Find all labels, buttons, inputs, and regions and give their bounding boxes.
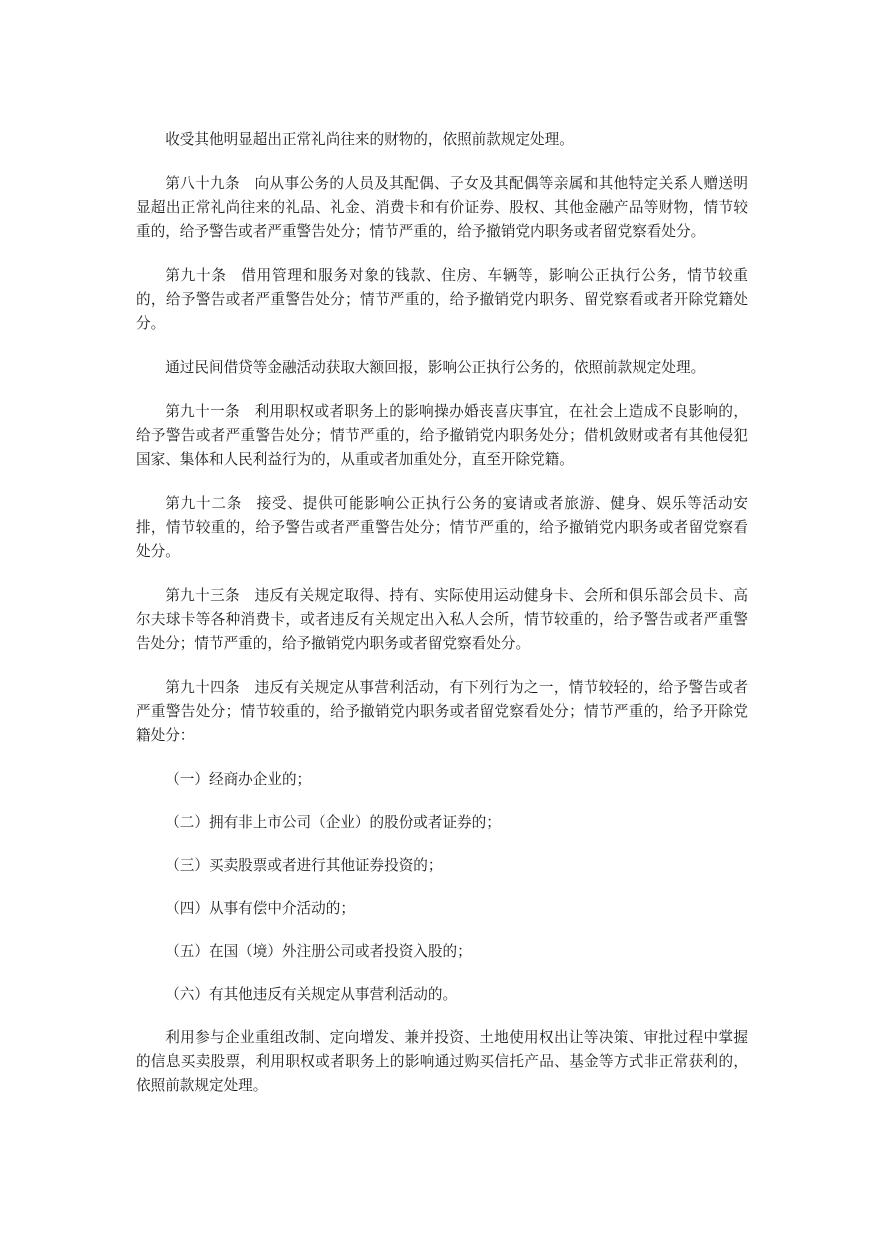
list-item-text: （一）经商办企业的； — [165, 771, 312, 788]
document-page — [136, 128, 748, 1118]
list-item-4 — [136, 897, 748, 921]
article-number: 第八十九条 — [165, 175, 240, 192]
article-94 — [136, 676, 748, 748]
list-item-6 — [136, 983, 748, 1007]
article-number: 第九十三条 — [165, 587, 240, 604]
paragraph-1 — [136, 128, 748, 152]
article-92 — [136, 492, 748, 564]
article-number: 第九十四条 — [165, 679, 240, 696]
article-text: 向从事公务的人员及其配偶、子女及其配偶等亲属和其他特定关系人赠送明显超出正常礼尚往来的礼品、礼金、消费卡和有价证券、股权、其他金融产品等财物，情节较重的，给予警告或者严重警告处分；情节严重的，给予撤销党内职务或者留党察看处分。 — [136, 175, 748, 240]
list-item-text: （六）有其他违反有关规定从事营利活动的。 — [165, 986, 458, 1003]
article-number: 第九十条 — [165, 267, 227, 284]
article-number: 第九十一条 — [165, 403, 240, 420]
list-item-5 — [136, 940, 748, 964]
list-item-text: （五）在国（境）外注册公司或者投资入股的； — [165, 943, 472, 960]
article-89 — [136, 172, 748, 244]
article-text: 利用职权或者职务上的影响操办婚丧喜庆事宜，在社会上造成不良影响的，给予警告或者严重警告处分；情节严重的，给予撤销党内职务处分；借机敛财或者有其他侵犯国家、集体和人民利益行为的，从重或者加重处分，直至开除党籍。 — [136, 403, 748, 468]
article-number: 第九十二条 — [165, 495, 243, 512]
list-item-text: （四）从事有偿中介活动的； — [165, 900, 355, 917]
list-item-text: （二）拥有非上市公司（企业）的股份或者证券的； — [165, 814, 501, 831]
paragraph-text: 收受其他明显超出正常礼尚往来的财物的，依照前款规定处理。 — [165, 131, 574, 148]
list-item-2 — [136, 811, 748, 835]
list-item-1 — [136, 768, 748, 792]
article-text: 借用管理和服务对象的钱款、住房、车辆等，影响公正执行公务，情节较重的，给予警告或者严重警告处分；情节严重的，给予撤销党内职务、留党察看或者开除党籍处分。 — [136, 267, 748, 332]
paragraph-final — [136, 1026, 748, 1098]
article-90 — [136, 264, 748, 336]
article-text: 违反有关规定从事营利活动，有下列行为之一，情节较轻的，给予警告或者严重警告处分；情节较重的，给予撤销党内职务或者留党察看处分；情节严重的，给予开除党籍处分： — [136, 679, 748, 744]
paragraph-4 — [136, 356, 748, 380]
article-text: 接受、提供可能影响公正执行公务的宴请或者旅游、健身、娱乐等活动安排，情节较重的，给予警告或者严重警告处分；情节严重的，给予撤销党内职务或者留党察看处分。 — [136, 495, 748, 560]
article-93 — [136, 584, 748, 656]
list-item-3 — [136, 854, 748, 878]
article-91 — [136, 400, 748, 472]
list-item-text: （三）买卖股票或者进行其他证券投资的； — [165, 857, 443, 874]
paragraph-text: 利用参与企业重组改制、定向增发、兼并投资、土地使用权出让等决策、审批过程中掌握的信息买卖股票，利用职权或者职务上的影响通过购买信托产品、基金等方式非正常获利的，依照前款规定处理。 — [136, 1029, 748, 1094]
article-text: 违反有关规定取得、持有、实际使用运动健身卡、会所和俱乐部会员卡、高尔夫球卡等各种消费卡，或者违反有关规定出入私人会所，情节较重的，给予警告或者严重警告处分；情节严重的，给予撤销党内职务或者留党察看处分。 — [136, 587, 748, 652]
paragraph-text: 通过民间借贷等金融活动获取大额回报，影响公正执行公务的，依照前款规定处理。 — [165, 359, 706, 376]
